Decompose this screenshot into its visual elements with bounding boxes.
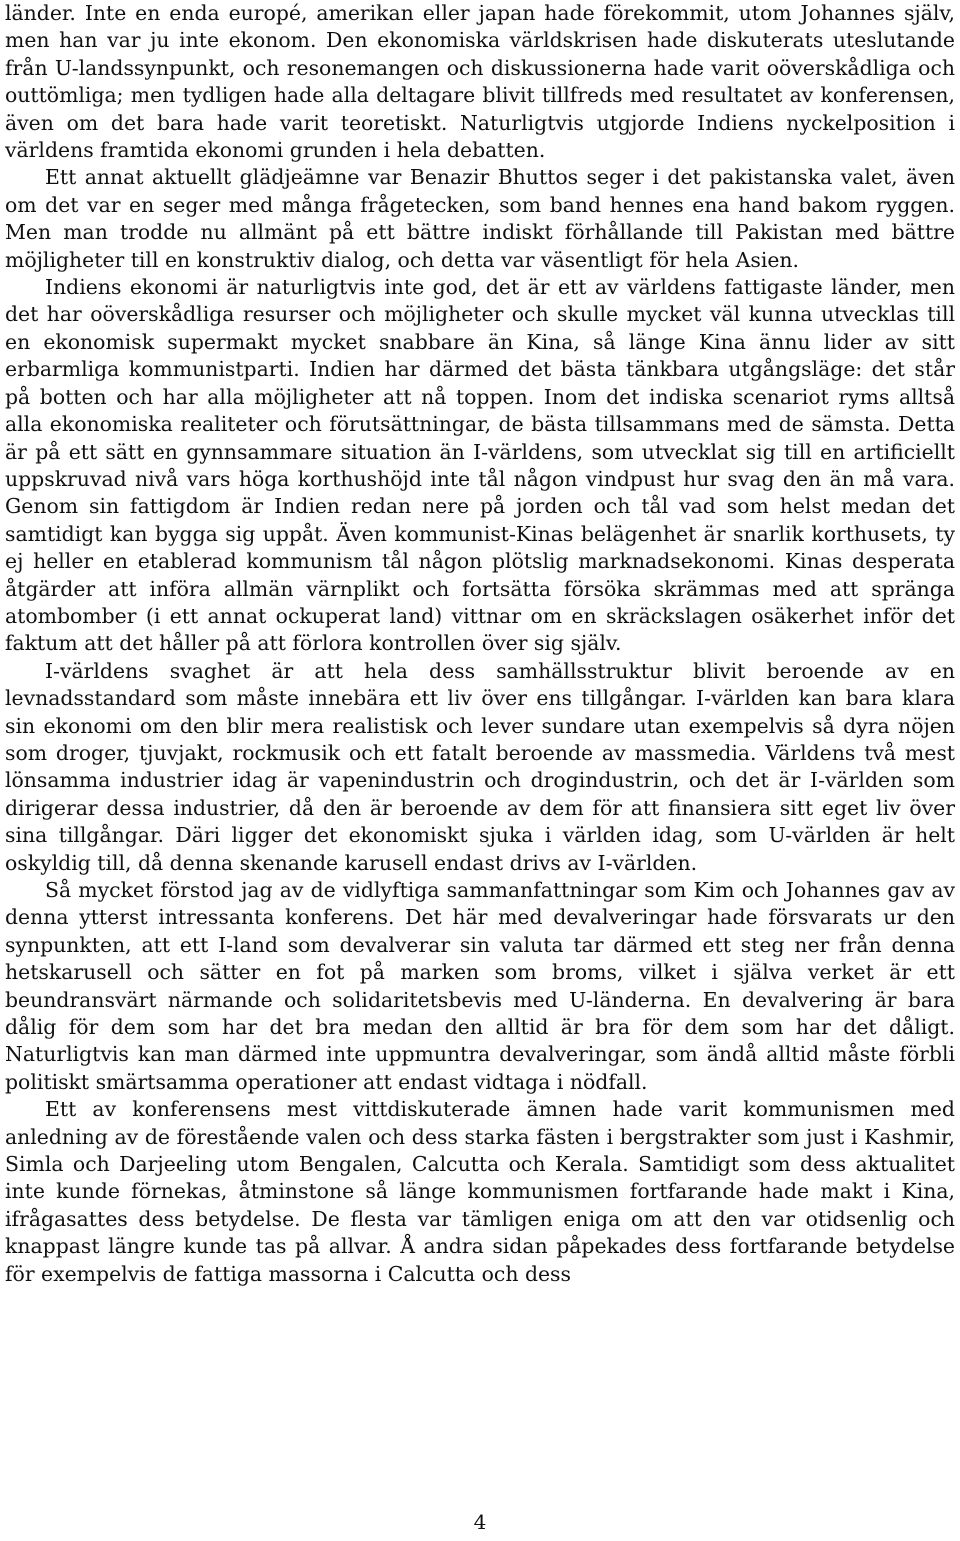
paragraph-1: länder. Inte en enda europé, amerikan eller japan hade förekommit, utom Johannes själv, men han var ju inte ekonom. Den ekonomiska världskrisen hade diskuterats uteslutande från U-landssynpunkt, och resonemangen och diskussionerna hade varit oöverskådliga och outtömliga; men tydligen hade alla deltagare blivit tillfreds med resultatet av konferensen, även om det bara hade varit teoretiskt. Naturligtvis utgjorde Indiens nyckelposition i världens framtida ekonomi grunden i hela debatten. bbox=[5, 1, 955, 163]
paragraph-5: Så mycket förstod jag av de vidlyftiga sammanfattningar som Kim och Johannes gav av denna ytterst intressanta konferens. Det här med devalveringar hade försvarats ur den synpunkten, att ett I-land som devalverar sin valuta tar därmed ett steg ner från denna hetskarusell och sätter en fot på marken som broms, vilket i själva verket är ett beundransvärt närmande och solidaritetsbevis med U-länderna. En devalvering är bara dålig för dem som har det bra medan den alltid är bra för dem som har det dåligt. Naturligtvis kan man därmed inte uppmuntra devalveringar, som ändå alltid måste förbli politiskt smärtsamma operationer att endast vidtaga i nödfall. bbox=[5, 878, 955, 1094]
paragraph-3: Indiens ekonomi är naturligtvis inte god, det är ett av världens fattigaste länder, men det har oöverskådliga resurser och möjligheter och skulle mycket väl kunna utvecklas till en ekonomisk supermakt mycket snabbare än Kina, så länge Kina ännu lider av sitt erbarmliga kommunistparti. Indien har därmed det bästa tänkbara utgångsläge: det står på botten och har alla möjligheter att nå toppen. Inom det indiska scenariot ryms alltså alla ekonomiska realiteter och förutsättningar, de bästa tillsammans med de sämsta. Detta är på ett sätt en gynnsammare situation än I-världens, som utvecklat sig till en artificiellt uppskruvad nivå vars höga korthushöjd inte tål någon vindpust hur svag den än må vara. Genom sin fattigdom är Indien redan nere på jorden och tål vad som helst medan det samtidigt kan bygga sig uppåt. Även kommunist-Kinas belägenhet är snarlik korthusets, ty ej heller en etablerad kommunism tål någon plötslig marknadsekonomi. Kinas desperata åtgärder att införa allmän värnplikt och fortsätta försöka skrämmas med att spränga atombomber (i ett annat ockuperat land) vittnar om en skräckslagen osäkerhet inför det faktum att det håller på att förlora kontrollen över sig själv. bbox=[5, 275, 955, 656]
paragraph-6: Ett av konferensens mest vittdiskuterade ämnen hade varit kommunismen med anledning av de förestående valen och dess starka fästen i bergstrakter som just i Kashmir, Simla och Darjeeling utom Bengalen, Calcutta och Kerala. Samtidigt som dess aktualitet inte kunde förnekas, åtminstone så länge kommunismen fortfarande hade makt i Kina, ifrågasattes dess betydelse. De flesta var tämligen eniga om att den var otidsenlig och knappast längre kunde tas på allvar. Å andra sidan påpekades dess fortfarande betydelse för exempelvis de fattiga massorna i Calcutta och dess bbox=[5, 1097, 955, 1286]
paragraph-2: Ett annat aktuellt glädjeämne var Benazir Bhuttos seger i det pakistanska valet, även om det var en seger med många frågetecken, som band hennes ena hand bakom ryggen. Men man trodde nu allmänt på ett bättre indiskt förhållande till Pakistan med bättre möjligheter till en konstruktiv dialog, och detta var väsentligt för hela Asien. bbox=[5, 165, 955, 272]
paragraph-4: I-världens svaghet är att hela dess samhällsstruktur blivit beroende av en levnadsstandard som måste innebära ett liv över ens tillgångar. I-världen kan bara klara sin ekonomi om den blir mera realistisk och lever sundare utan exempelvis så dyra nöjen som droger, tjuvjakt, rockmusik och ett fatalt beroende av massmedia. Världens två mest lönsamma industrier idag är vapenindustrin och drogindustrin, och det är I-världen som dirigerar dessa industrier, då den är beroende av dem för att finansiera sitt eget liv över sina tillgångar. Däri ligger det ekonomiskt sjuka i världen idag, som U-världen är helt oskyldig till, då denna skenande karusell endast drivs av I-världen. bbox=[5, 658, 955, 875]
document-body bbox=[5, 0, 955, 1288]
page-number: 4 bbox=[473, 1510, 487, 1534]
